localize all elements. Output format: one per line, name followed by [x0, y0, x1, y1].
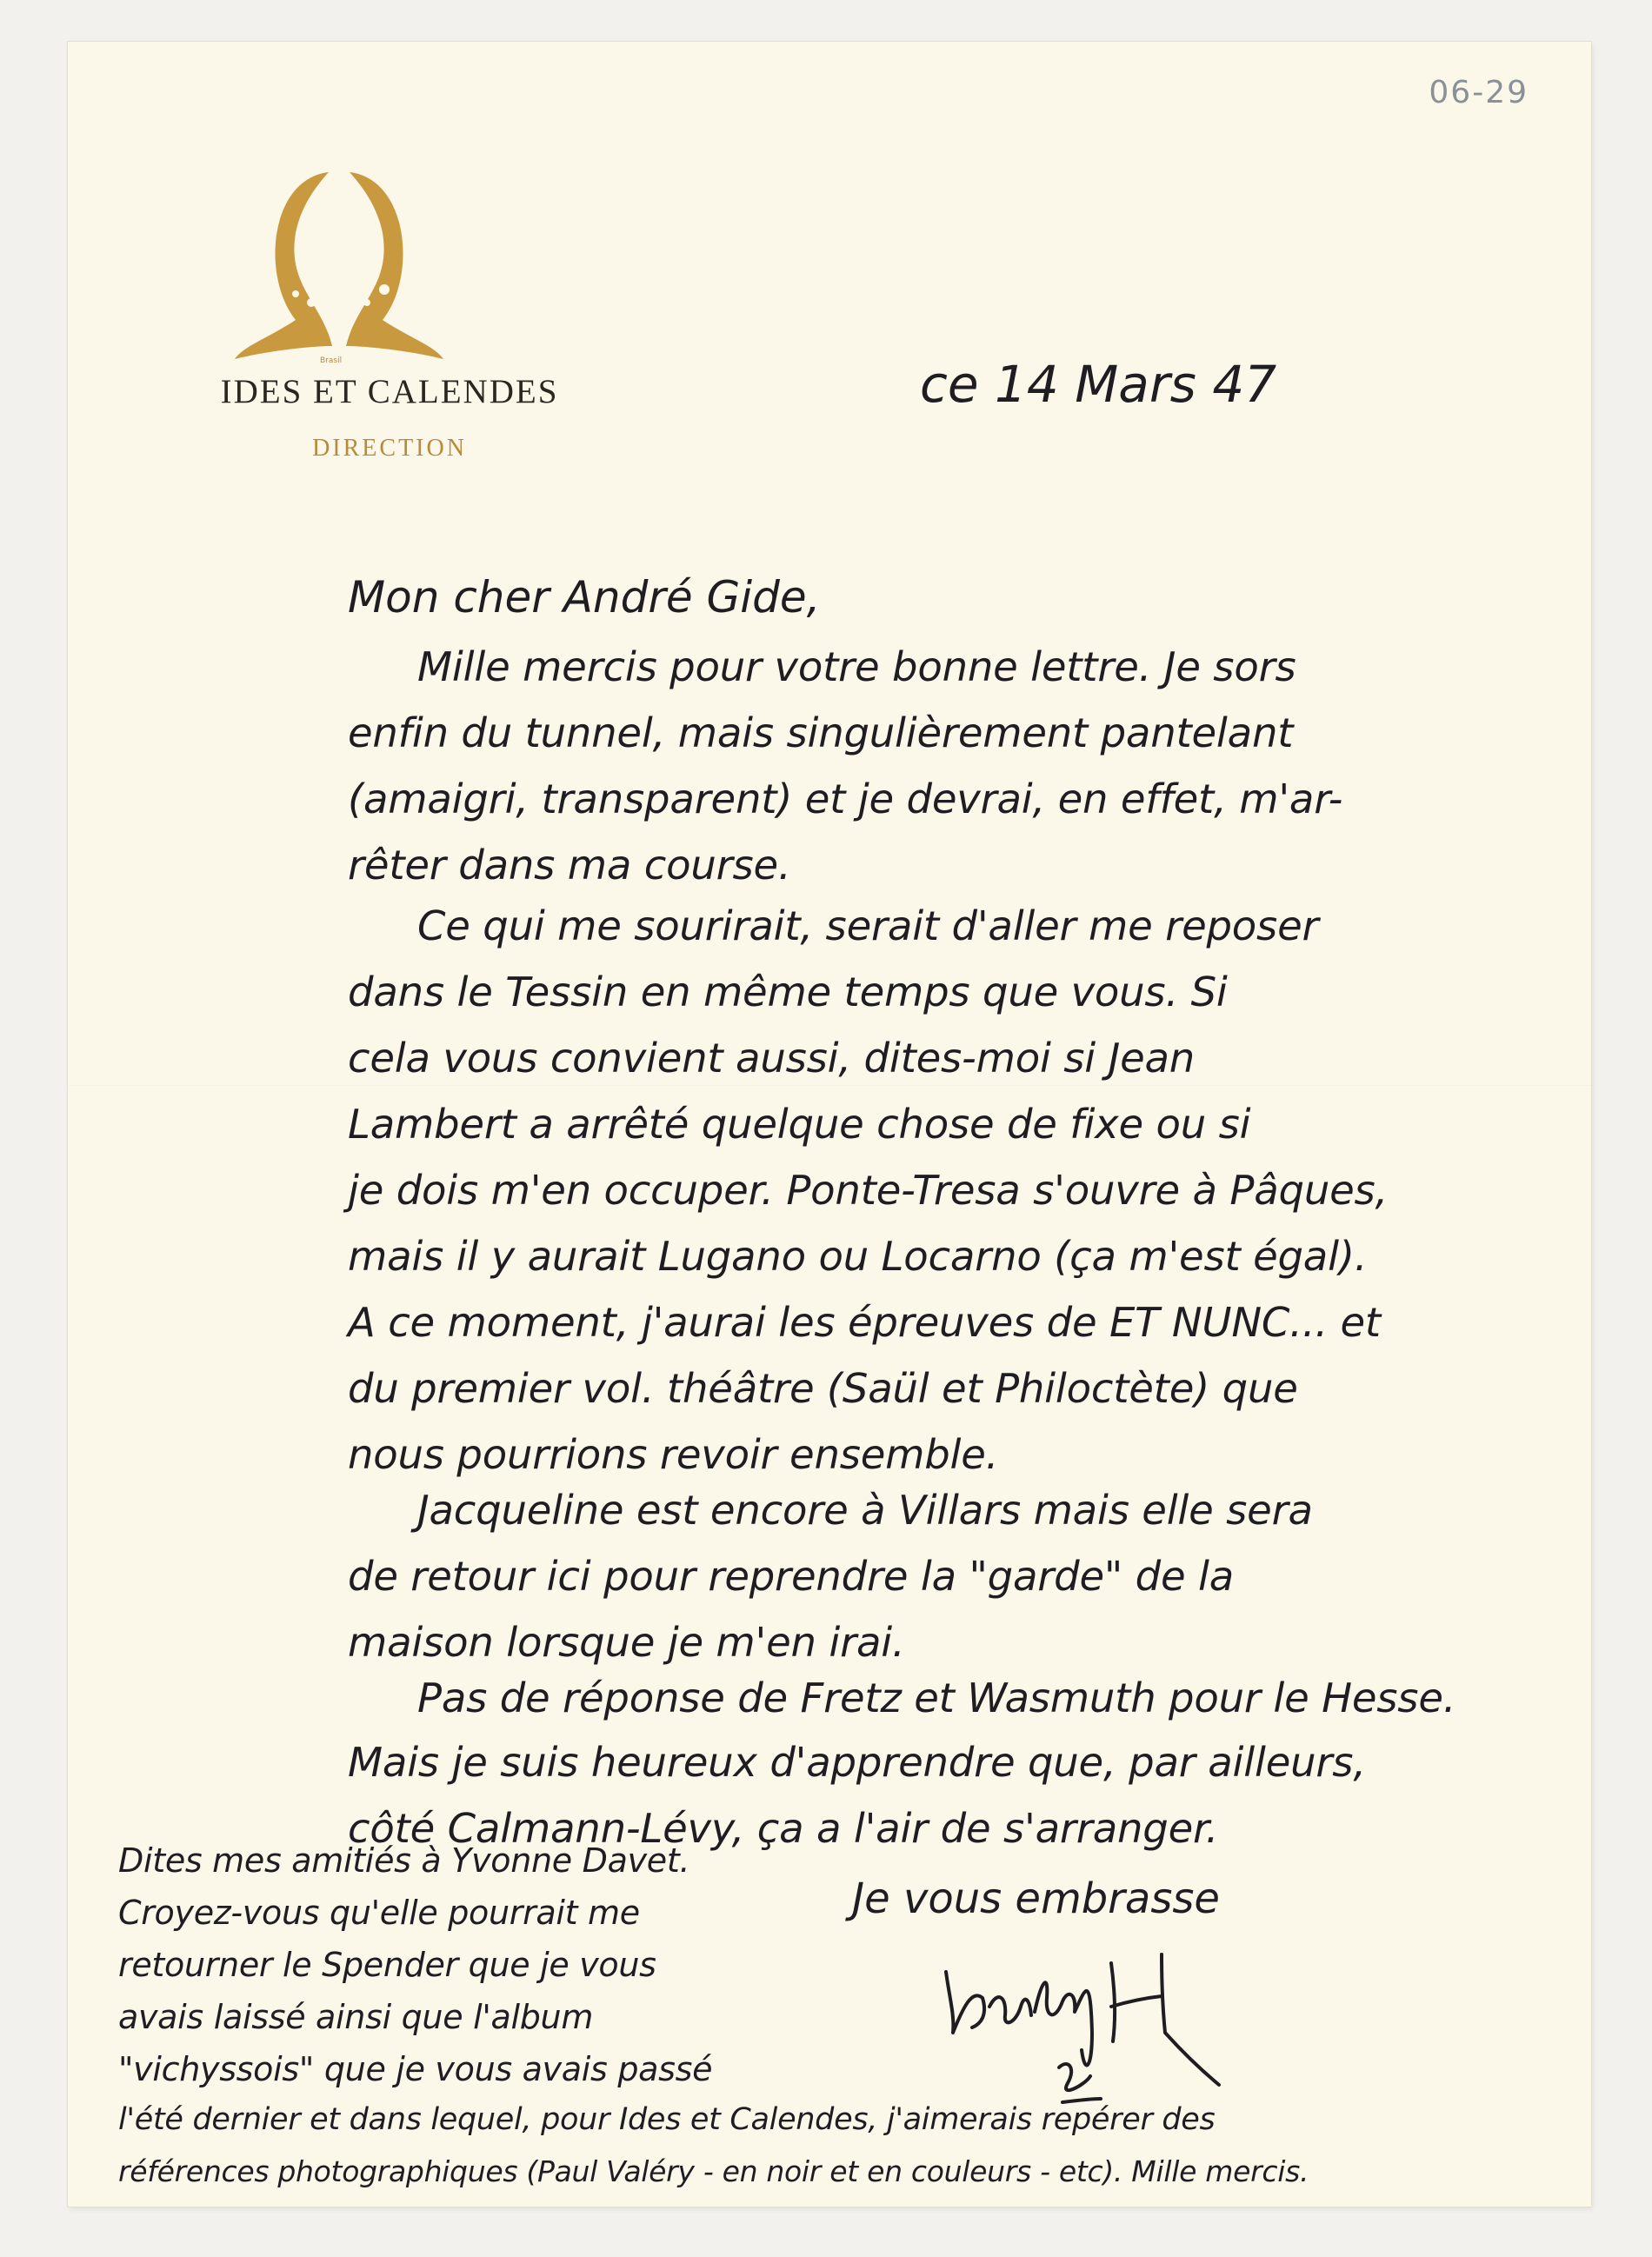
closing: Je vous embrasse	[852, 1874, 1220, 1923]
postscript-line: références photographiques (Paul Valéry - en noir et en couleurs - etc). Mille mercis.	[118, 2154, 1309, 2188]
body-line: rêter dans ma course.	[348, 842, 791, 889]
salutation: Mon cher André Gide,	[348, 572, 821, 623]
publisher-logo-icon	[235, 172, 443, 363]
letter-date: ce 14 Mars 47	[920, 355, 1277, 414]
postscript-line: Croyez-vous qu'elle pourrait me	[118, 1894, 640, 1932]
body-line: du premier vol. théâtre (Saül et Philoctète) que	[348, 1365, 1298, 1412]
body-line: Mille mercis pour votre bonne lettre. Je sors	[417, 643, 1296, 690]
body-line: cela vous convient aussi, dites-moi si Jean	[348, 1035, 1196, 1082]
body-line: nous pourrions revoir ensemble.	[348, 1431, 999, 1478]
body-line: dans le Tessin en même temps que vous. Si	[348, 969, 1228, 1015]
letterhead-role: DIRECTION	[312, 435, 467, 462]
body-line: Lambert a arrêté quelque chose de fixe ou si	[348, 1101, 1251, 1148]
postscript-line: retourner le Spender que je vous	[118, 1946, 656, 1984]
postscript-line: l'été dernier et dans lequel, pour Ides et Calendes, j'aimerais repérer des	[118, 2102, 1216, 2137]
logo-artist-mark: Brasil	[320, 356, 343, 365]
body-line: A ce moment, j'aurai les épreuves de ET NUNC... et	[348, 1299, 1381, 1346]
letter-sheet	[68, 42, 1591, 2207]
body-line: maison lorsque je m'en irai.	[348, 1619, 905, 1666]
paper-fold	[68, 1085, 1591, 1087]
body-line: de retour ici pour reprendre la "garde" de la	[348, 1553, 1234, 1600]
postscript-line: Dites mes amitiés à Yvonne Davet.	[118, 1841, 690, 1880]
body-line: mais il y aurait Lugano ou Locarno (ça m'est égal).	[348, 1233, 1368, 1280]
postscript-line: "vichyssois" que je vous avais passé	[118, 2050, 713, 2088]
body-line: enfin du tunnel, mais singulièrement pantelant	[348, 709, 1294, 756]
publisher-name: IDES ET CALENDES	[220, 373, 559, 410]
postscript-line: avais laissé ainsi que l'album	[118, 1998, 594, 2036]
body-line: Mais je suis heureux d'apprendre que, par ailleurs,	[348, 1739, 1366, 1786]
body-line: Pas de réponse de Fretz et Wasmuth pour le Hesse.	[417, 1674, 1456, 1721]
body-line: Ce qui me sourirait, serait d'aller me reposer	[417, 902, 1319, 949]
archive-reference: 06-29	[1429, 75, 1529, 110]
body-line: Jacqueline est encore à Villars mais elle sera	[417, 1487, 1313, 1534]
body-line: je dois m'en occuper. Ponte-Tresa s'ouvre à Pâques,	[348, 1167, 1389, 1214]
body-line: (amaigri, transparent) et je devrai, en effet, m'ar-	[348, 776, 1343, 822]
body-line: côté Calmann-Lévy, ça a l'air de s'arranger.	[348, 1805, 1219, 1852]
